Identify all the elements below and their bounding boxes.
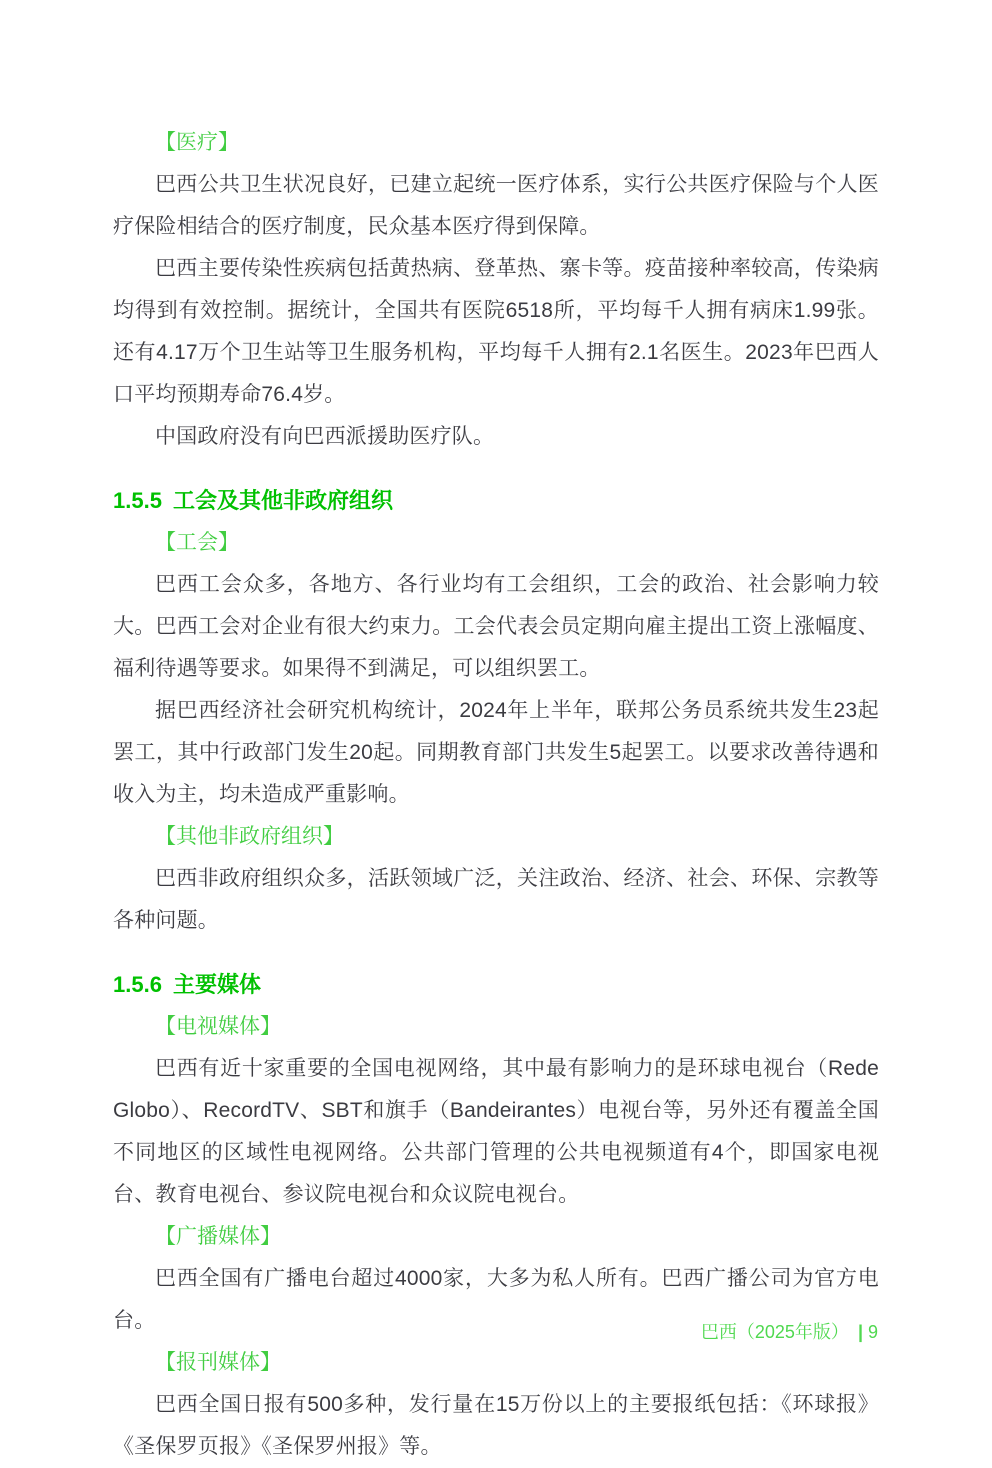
paragraph-public-health: 巴西公共卫生状况良好，已建立起统一医疗体系，实行公共医疗保险与个人医疗保险相结合的医疗制度，民众基本医疗得到保障。 bbox=[113, 173, 879, 238]
section-heading-1-5-5 bbox=[113, 480, 879, 522]
document-content bbox=[113, 122, 879, 1468]
subhead-medical: 【医疗】 bbox=[155, 131, 239, 154]
subhead-press-media: 【报刊媒体】 bbox=[155, 1351, 281, 1374]
paragraph-strikes: 据巴西经济社会研究机构统计，2024年上半年，联邦公务员系统共发生23起罢工，其中行政部门发生20起。同期教育部门共发生5起罢工。以要求改善待遇和收入为主，均未造成严重影响。 bbox=[113, 699, 879, 806]
paragraph-newspapers: 巴西全国日报有500多种，发行量在15万份以上的主要报纸包括：《环球报》《圣保罗页报》《圣保罗州报》等。 bbox=[113, 1393, 879, 1458]
footer-separator: | bbox=[857, 1322, 863, 1342]
section-heading-1-5-6 bbox=[113, 964, 879, 1006]
section-title: 工会及其他非政府组织 bbox=[172, 488, 393, 513]
subhead-tv-media: 【电视媒体】 bbox=[155, 1015, 281, 1038]
paragraph-china-medical-team: 中国政府没有向巴西派援助医疗队。 bbox=[155, 425, 495, 448]
paragraph-ngos: 巴西非政府组织众多，活跃领域广泛，关注政治、经济、社会、环保、宗教等各种问题。 bbox=[113, 867, 879, 932]
paragraph-radio: 巴西全国有广播电台超过4000家，大多为私人所有。巴西广播公司为官方电台。 bbox=[113, 1267, 879, 1332]
paragraph-unions: 巴西工会众多，各地方、各行业均有工会组织，工会的政治、社会影响力较大。巴西工会对企业有很大约束力。工会代表会员定期向雇主提出工资上涨幅度、福利待遇等要求。如果得不到满足，可以组织罢工。 bbox=[113, 573, 879, 680]
subhead-radio-media: 【广播媒体】 bbox=[155, 1225, 281, 1248]
paragraph-infectious-disease: 巴西主要传染性疾病包括黄热病、登革热、寨卡等。疫苗接种率较高，传染病均得到有效控制。据统计，全国共有医院6518所，平均每千人拥有病床1.99张。还有4.17万个卫生站等卫生服务机构，平均每千人拥有2.1名医生。2023年巴西人口平均预期寿命76.4岁。 bbox=[113, 257, 879, 406]
footer-document-title: 巴西（2025年版） bbox=[700, 1322, 849, 1342]
subhead-other-ngo: 【其他非政府组织】 bbox=[155, 825, 344, 848]
section-number: 1.5.5 bbox=[113, 488, 162, 513]
subhead-union: 【工会】 bbox=[155, 531, 239, 554]
section-title: 主要媒体 bbox=[172, 972, 261, 997]
page-footer bbox=[701, 1311, 878, 1353]
section-number: 1.5.6 bbox=[113, 972, 162, 997]
footer-page-number: 9 bbox=[867, 1322, 878, 1342]
paragraph-tv-networks: 巴西有近十家重要的全国电视网络，其中最有影响力的是环球电视台（Rede Globo）、RecordTV、SBT和旗手（Bandeirantes）电视台等，另外还有覆盖全国不同地区的区域性电视网络。公共部门管理的公共电视频道有4个，即国家电视台、教育电视台、参议院电视台和众议院电视台。 bbox=[113, 1057, 879, 1206]
